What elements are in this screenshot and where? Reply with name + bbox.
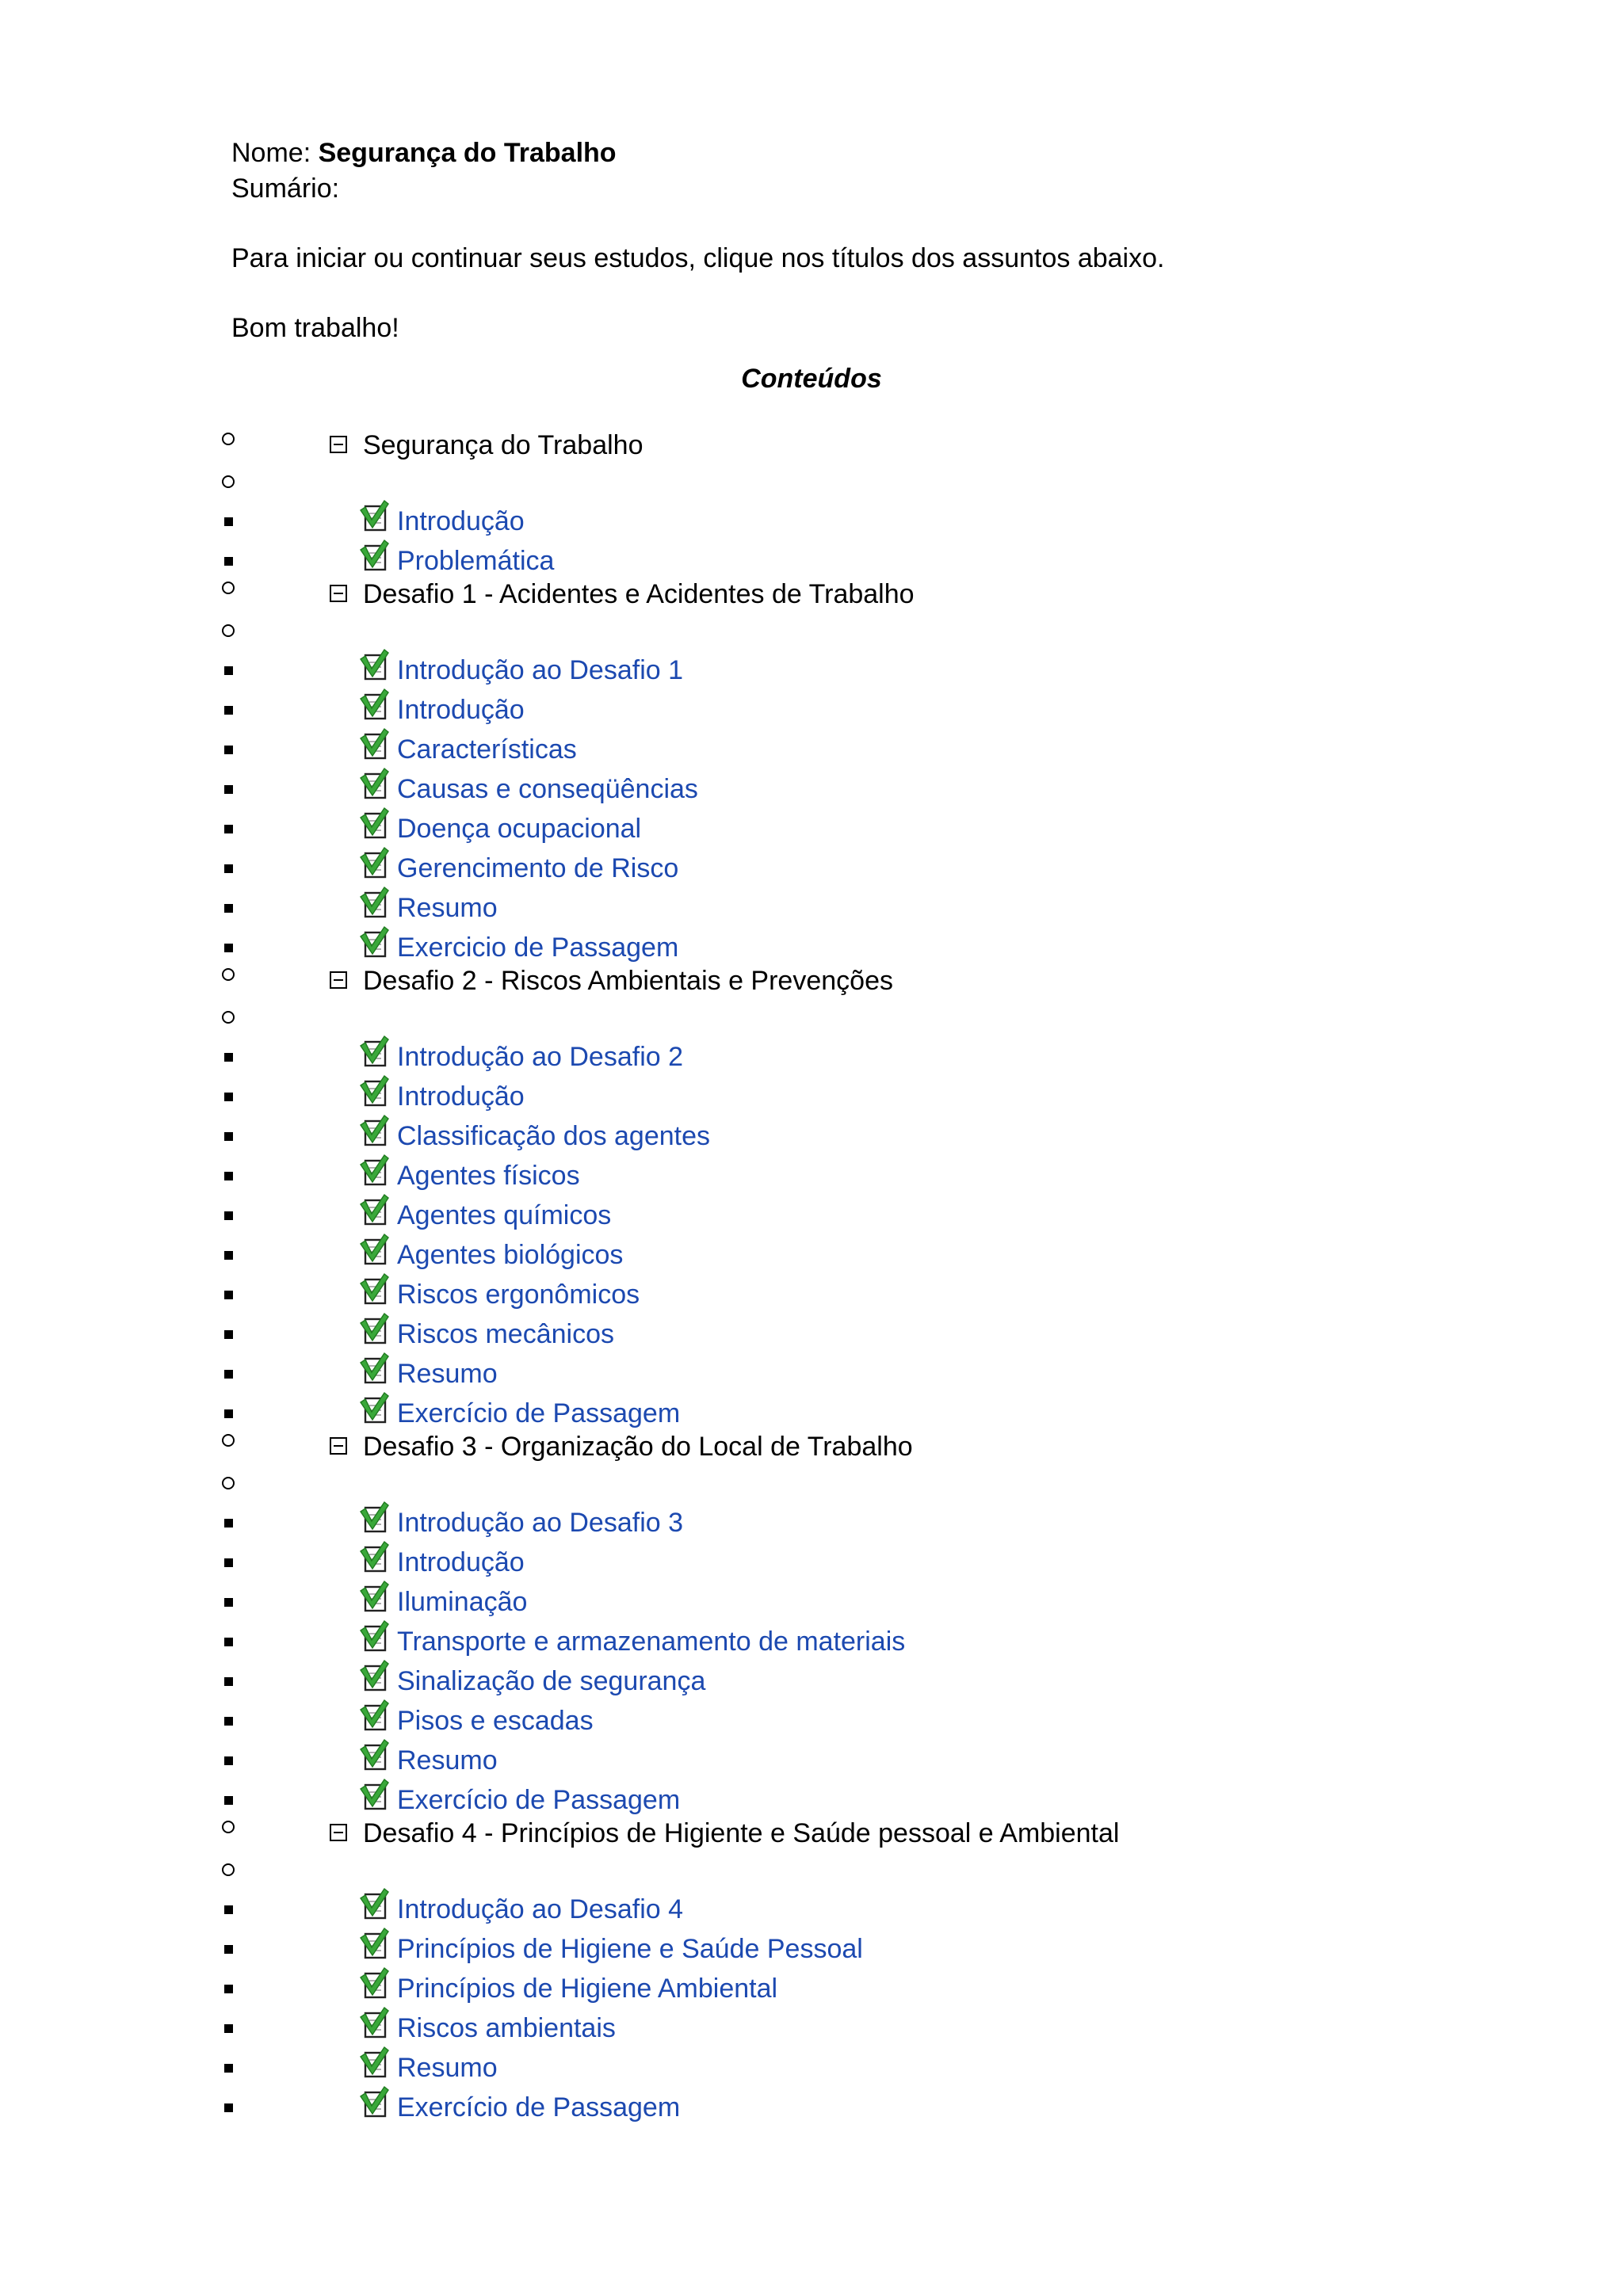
- section-row: [0, 1429, 1623, 1464]
- collapse-minus-icon[interactable]: [330, 436, 347, 453]
- content-link[interactable]: Resumo: [397, 1745, 498, 1775]
- list-item: [0, 845, 1623, 884]
- checkmark-page-icon: [358, 886, 390, 921]
- checkmark-page-icon: [358, 2006, 390, 2041]
- checkmark-page-icon: [358, 1233, 390, 1268]
- collapse-minus-icon[interactable]: [330, 585, 347, 602]
- content-link[interactable]: Introdução ao Desafio 4: [397, 1894, 684, 1924]
- content-link[interactable]: Introdução: [397, 1081, 525, 1112]
- circle-bullet-icon: [222, 1011, 235, 1024]
- circle-bullet-icon: [222, 624, 235, 637]
- collapse-minus-icon[interactable]: [330, 1437, 347, 1455]
- checkmark-page-icon: [358, 539, 390, 574]
- checkmark-page-icon: [358, 688, 390, 723]
- list-item: [0, 1737, 1623, 1776]
- content-link[interactable]: Introdução ao Desafio 2: [397, 1042, 684, 1072]
- circle-bullet-icon: [222, 1821, 235, 1833]
- checkmark-page-icon: [358, 1966, 390, 2001]
- square-bullet-icon: [224, 1370, 233, 1379]
- list-item: [0, 537, 1623, 577]
- square-bullet-icon: [224, 1211, 233, 1220]
- square-bullet-icon: [224, 1756, 233, 1765]
- list-item: [0, 1033, 1623, 1073]
- instruction-text: Para iniciar ou continuar seus estudos, clique nos títulos dos assuntos abaixo.: [231, 243, 1165, 273]
- square-bullet-icon: [224, 666, 233, 675]
- checkmark-page-icon: [358, 1699, 390, 1733]
- content-link[interactable]: Classificação dos agentes: [397, 1121, 711, 1151]
- contents-heading: Conteúdos: [741, 364, 882, 394]
- section-title: Desafio 3 - Organização do Local de Trabalho: [363, 1432, 913, 1462]
- content-link[interactable]: Gerencimento de Risco: [397, 853, 679, 883]
- square-bullet-icon: [224, 1905, 233, 1914]
- section-spacer-row: [0, 463, 1623, 498]
- checkmark-page-icon: [358, 1352, 390, 1386]
- list-item: [0, 1618, 1623, 1657]
- square-bullet-icon: [224, 785, 233, 794]
- checkmark-page-icon: [358, 1778, 390, 1813]
- square-bullet-icon: [224, 825, 233, 833]
- list-item: [0, 1152, 1623, 1192]
- course-name: Segurança do Trabalho: [318, 138, 617, 168]
- checkmark-page-icon: [358, 1312, 390, 1347]
- list-item: [0, 765, 1623, 805]
- list-item: [0, 1578, 1623, 1618]
- content-link[interactable]: Princípios de Higiene e Saúde Pessoal: [397, 1934, 863, 1964]
- checkmark-page-icon: [358, 1035, 390, 1070]
- content-link[interactable]: Resumo: [397, 893, 498, 923]
- list-item: [0, 1499, 1623, 1539]
- square-bullet-icon: [224, 2064, 233, 2073]
- section-spacer-row: [0, 998, 1623, 1033]
- content-link[interactable]: Sinalização de segurança: [397, 1666, 706, 1696]
- square-bullet-icon: [224, 1053, 233, 1062]
- list-item: [0, 924, 1623, 963]
- list-item: [0, 2044, 1623, 2084]
- square-bullet-icon: [224, 557, 233, 566]
- checkmark-page-icon: [358, 2085, 390, 2120]
- section-spacer-row: [0, 1851, 1623, 1886]
- list-item: [0, 1073, 1623, 1112]
- checkmark-page-icon: [358, 1154, 390, 1188]
- square-bullet-icon: [224, 1132, 233, 1141]
- square-bullet-icon: [224, 746, 233, 754]
- circle-bullet-icon: [222, 582, 235, 594]
- list-item: [0, 1539, 1623, 1578]
- content-link[interactable]: Exercicio de Passagem: [397, 933, 679, 963]
- content-link[interactable]: Resumo: [397, 1359, 498, 1389]
- content-link[interactable]: Agentes físicos: [397, 1161, 580, 1191]
- list-item: [0, 1776, 1623, 1816]
- list-item: [0, 1350, 1623, 1390]
- list-item: [0, 1925, 1623, 1965]
- collapse-minus-icon[interactable]: [330, 1824, 347, 1841]
- square-bullet-icon: [224, 904, 233, 913]
- list-item: [0, 2004, 1623, 2044]
- square-bullet-icon: [224, 1519, 233, 1527]
- list-item: [0, 686, 1623, 726]
- checkmark-page-icon: [358, 648, 390, 683]
- square-bullet-icon: [224, 1717, 233, 1726]
- list-item: [0, 1192, 1623, 1231]
- list-item: [0, 1271, 1623, 1310]
- name-line: [231, 135, 617, 170]
- collapse-minus-icon[interactable]: [330, 971, 347, 989]
- section-row: [0, 428, 1623, 463]
- greeting-text: Bom trabalho!: [231, 313, 399, 343]
- checkmark-page-icon: [358, 2046, 390, 2081]
- list-item: [0, 1390, 1623, 1429]
- contents-tree: [0, 428, 1623, 2123]
- content-link[interactable]: Agentes biológicos: [397, 1240, 624, 1270]
- square-bullet-icon: [224, 1985, 233, 1993]
- content-link[interactable]: Iluminação: [397, 1587, 528, 1617]
- circle-bullet-icon: [222, 475, 235, 488]
- content-link[interactable]: Exercício de Passagem: [397, 1785, 681, 1815]
- checkmark-page-icon: [358, 1887, 390, 1922]
- content-link[interactable]: Exercício de Passagem: [397, 2092, 681, 2122]
- content-link[interactable]: Transporte e armazenamento de materiais: [397, 1627, 906, 1657]
- content-link[interactable]: Resumo: [397, 2053, 498, 2083]
- list-item: [0, 2084, 1623, 2123]
- content-link[interactable]: Causas e conseqüências: [397, 774, 698, 804]
- content-link[interactable]: Introdução ao Desafio 3: [397, 1508, 684, 1538]
- list-item: [0, 1886, 1623, 1925]
- checkmark-page-icon: [358, 727, 390, 762]
- square-bullet-icon: [224, 944, 233, 952]
- square-bullet-icon: [224, 1291, 233, 1299]
- checkmark-page-icon: [358, 1114, 390, 1149]
- content-link[interactable]: Exercício de Passagem: [397, 1398, 681, 1428]
- square-bullet-icon: [224, 1330, 233, 1339]
- checkmark-page-icon: [358, 1272, 390, 1307]
- list-item: [0, 646, 1623, 686]
- section-row: [0, 577, 1623, 612]
- square-bullet-icon: [224, 1945, 233, 1954]
- checkmark-page-icon: [358, 1659, 390, 1694]
- checkmark-page-icon: [358, 1193, 390, 1228]
- name-label: Nome:: [231, 138, 311, 168]
- checkmark-page-icon: [358, 846, 390, 881]
- square-bullet-icon: [224, 1598, 233, 1607]
- checkmark-page-icon: [358, 807, 390, 841]
- content-link[interactable]: Características: [397, 734, 577, 765]
- circle-bullet-icon: [222, 1434, 235, 1447]
- checkmark-page-icon: [358, 1580, 390, 1615]
- list-item: [0, 498, 1623, 537]
- content-link[interactable]: Riscos ambientais: [397, 2013, 616, 2043]
- content-link[interactable]: Problemática: [397, 546, 555, 576]
- square-bullet-icon: [224, 1638, 233, 1646]
- section-row: [0, 1816, 1623, 1851]
- section-title: Desafio 4 - Princípios de Higiente e Saúde pessoal e Ambiental: [363, 1818, 1120, 1848]
- content-link[interactable]: Pisos e escadas: [397, 1706, 594, 1736]
- square-bullet-icon: [224, 1677, 233, 1686]
- checkmark-page-icon: [358, 1501, 390, 1535]
- checkmark-page-icon: [358, 767, 390, 802]
- square-bullet-icon: [224, 517, 233, 526]
- checkmark-page-icon: [358, 1619, 390, 1654]
- square-bullet-icon: [224, 864, 233, 873]
- checkmark-page-icon: [358, 925, 390, 960]
- summary-label: Sumário:: [231, 174, 340, 204]
- square-bullet-icon: [224, 1172, 233, 1180]
- checkmark-page-icon: [358, 499, 390, 534]
- square-bullet-icon: [224, 706, 233, 715]
- checkmark-page-icon: [358, 1391, 390, 1426]
- list-item: [0, 884, 1623, 924]
- square-bullet-icon: [224, 1251, 233, 1260]
- square-bullet-icon: [224, 2103, 233, 2112]
- list-item: [0, 1231, 1623, 1271]
- list-item: [0, 1112, 1623, 1152]
- list-item: [0, 805, 1623, 845]
- square-bullet-icon: [224, 1796, 233, 1805]
- circle-bullet-icon: [222, 968, 235, 981]
- section-title: Segurança do Trabalho: [363, 430, 643, 460]
- section-title: Desafio 1 - Acidentes e Acidentes de Trabalho: [363, 579, 915, 609]
- square-bullet-icon: [224, 1409, 233, 1418]
- content-link[interactable]: Riscos mecânicos: [397, 1319, 614, 1349]
- content-link[interactable]: Introdução: [397, 1547, 525, 1577]
- content-link[interactable]: Introdução: [397, 695, 525, 725]
- content-link[interactable]: Riscos ergonômicos: [397, 1280, 640, 1310]
- checkmark-page-icon: [358, 1540, 390, 1575]
- circle-bullet-icon: [222, 1477, 235, 1489]
- content-link[interactable]: Introdução: [397, 506, 525, 536]
- list-item: [0, 1965, 1623, 2004]
- section-row: [0, 963, 1623, 998]
- list-item: [0, 726, 1623, 765]
- section-spacer-row: [0, 612, 1623, 646]
- checkmark-page-icon: [358, 1927, 390, 1962]
- square-bullet-icon: [224, 1093, 233, 1101]
- content-link[interactable]: Doença ocupacional: [397, 814, 642, 844]
- content-link[interactable]: Agentes químicos: [397, 1200, 612, 1230]
- section-title: Desafio 2 - Riscos Ambientais e Prevenções: [363, 966, 893, 996]
- square-bullet-icon: [224, 1558, 233, 1567]
- content-link[interactable]: Introdução ao Desafio 1: [397, 655, 684, 685]
- square-bullet-icon: [224, 2024, 233, 2033]
- circle-bullet-icon: [222, 1863, 235, 1876]
- list-item: [0, 1697, 1623, 1737]
- checkmark-page-icon: [358, 1738, 390, 1773]
- section-spacer-row: [0, 1464, 1623, 1499]
- content-link[interactable]: Princípios de Higiene Ambiental: [397, 1974, 778, 2004]
- checkmark-page-icon: [358, 1074, 390, 1109]
- list-item: [0, 1310, 1623, 1350]
- list-item: [0, 1657, 1623, 1697]
- circle-bullet-icon: [222, 433, 235, 445]
